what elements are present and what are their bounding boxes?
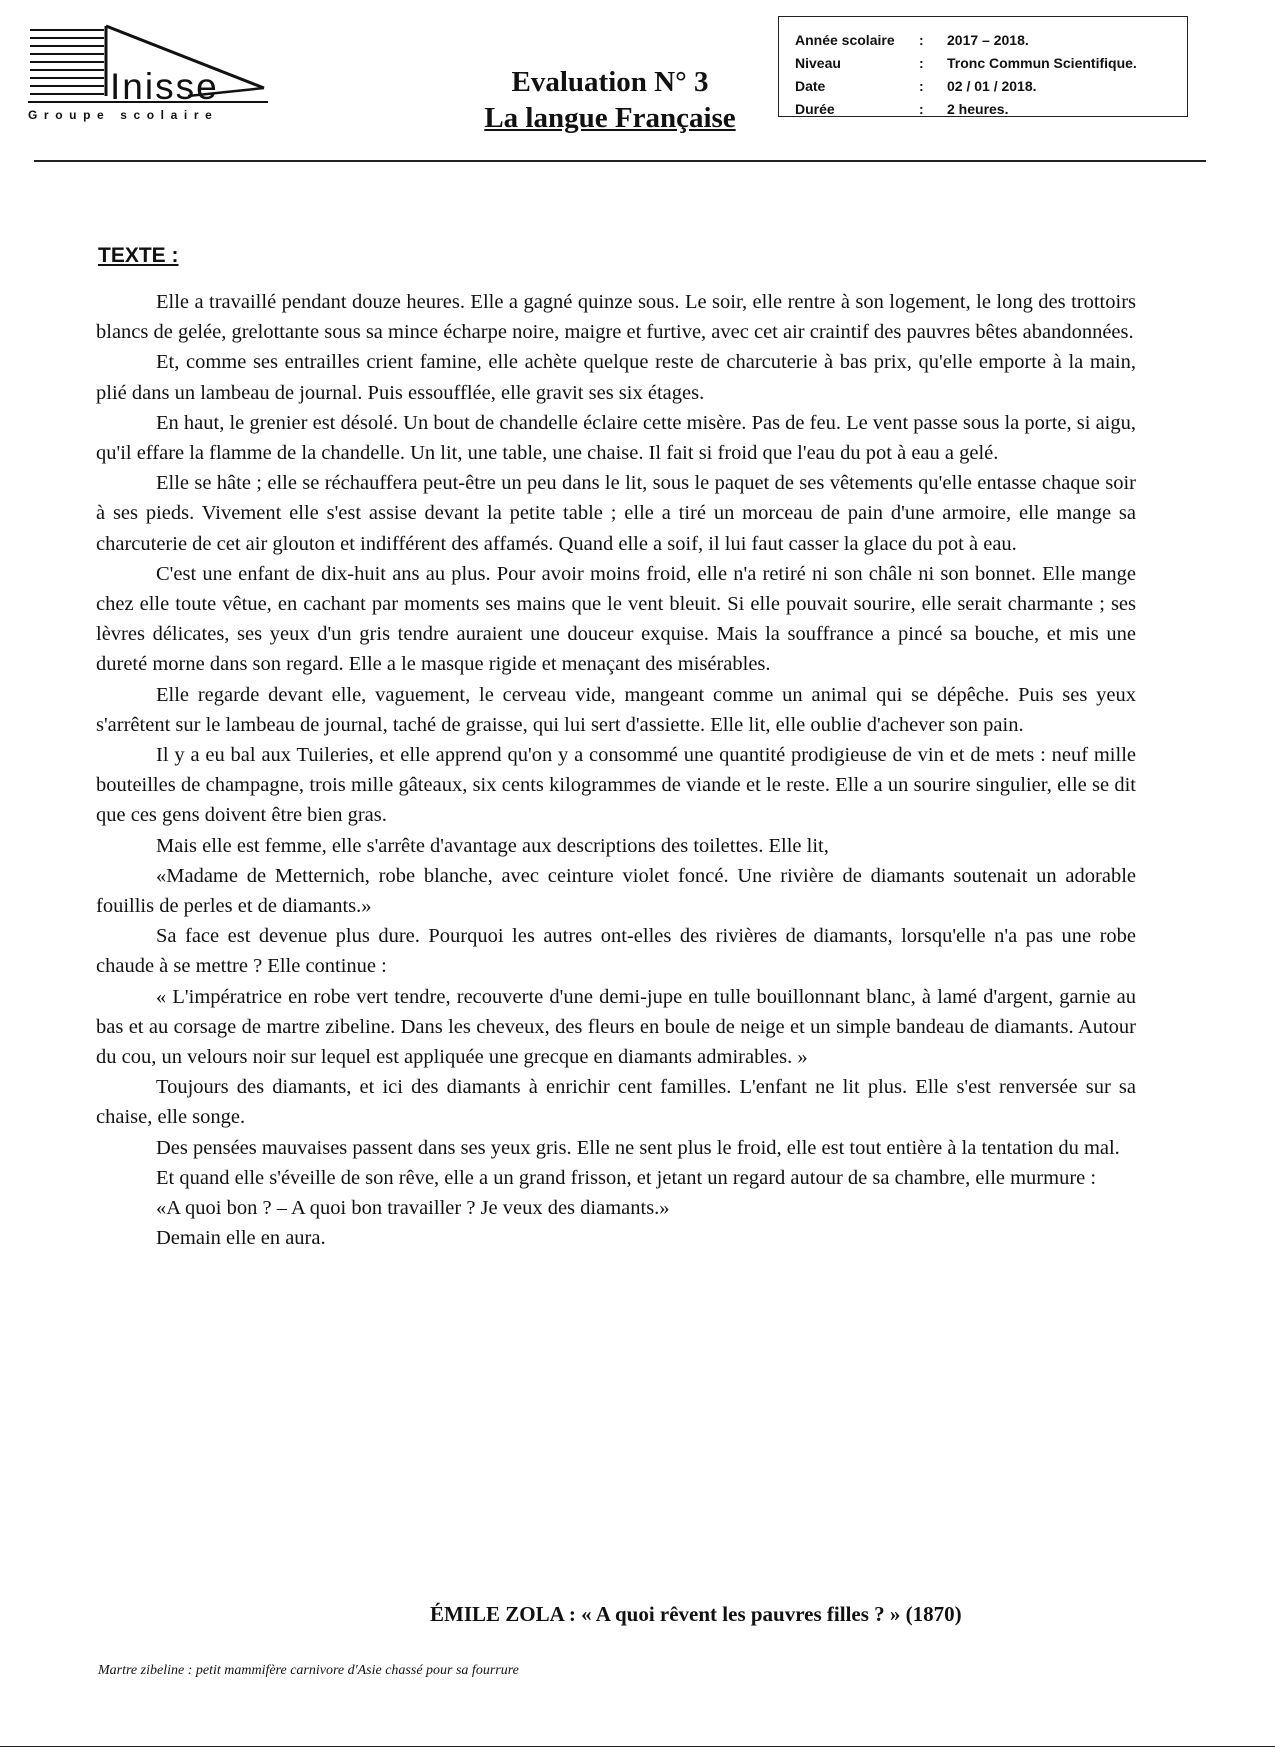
paragraph: Des pensées mauvaises passent dans ses yeux gris. Elle ne sent plus le froid, elle est tout entière à la tentation du mal. (156, 1136, 1120, 1159)
info-label: Date (795, 78, 826, 94)
info-row-year (795, 29, 1187, 52)
paragraph: « L'impératrice en robe vert tendre, recouverte d'une demi-jupe en tulle bouillonnant blanc, à lamé d'argent, garnie au bas et au corsage de martre zibeline. Dans les cheveux, des fleurs en boule de neige et un simple bandeau de diamants. Autour du cou, un velours noir sur lequel est appliquée une grecque en diamants admirables. » (96, 985, 1136, 1069)
footer-divider (0, 1746, 1275, 1747)
paragraph: Elle a travaillé pendant douze heures. Elle a gagné quinze sous. Le soir, elle rentre à son logement, le long des trottoirs blancs de gelée, grelottante sous sa mince écharpe noire, maigre et furtive, avec cet air craintif des pauvres bêtes abandonnées. (96, 291, 1136, 344)
info-label: Niveau (795, 55, 841, 71)
paragraph: «A quoi bon ? – A quoi bon travailler ? Je veux des diamants.» (156, 1197, 670, 1220)
paragraph: Mais elle est femme, elle s'arrête d'avantage aux descriptions des toilettes. Elle lit, (156, 834, 829, 857)
info-separator: : (919, 55, 924, 71)
paragraph: En haut, le grenier est désolé. Un bout de chandelle éclaire cette misère. Pas de feu. Le vent passe sous la porte, si aigu, qu'il effare la flamme de la chandelle. Un lit, une table, une chaise. Il fait si froid que l'eau du pot à eau a gelé. (96, 411, 1136, 465)
info-value: Tronc Commun Scientifique. (947, 55, 1137, 71)
info-value: 02 / 01 / 2018. (947, 78, 1037, 94)
paragraph: Toujours des diamants, et ici des diamants à enrichir cent familles. L'enfant ne lit plus. Elle s'est renversée sur sa chaise, elle songe. (96, 1076, 1136, 1129)
info-label: Durée (795, 101, 835, 117)
exam-title (460, 64, 760, 136)
info-row-date (795, 75, 1187, 98)
footnote: Martre zibeline : petit mammifère carnivore d'Asie chassé pour sa fourrure (98, 1663, 519, 1678)
paragraph: «Madame de Metternich, robe blanche, avec ceinture violet foncé. Une rivière de diamants soutenait un adorable fouillis de perles et de diamants.» (96, 864, 1136, 918)
info-value: 2017 – 2018. (947, 32, 1029, 48)
title-line-1: Evaluation N° 3 (511, 66, 709, 98)
paragraph: Et quand elle s'éveille de son rêve, elle a un grand frisson, et jetant un regard autour de sa chambre, elle murmure : (156, 1166, 1097, 1189)
section-title: TEXTE : (98, 244, 179, 267)
title-line-2: La langue Française (484, 102, 736, 134)
paragraph: C'est une enfant de dix-huit ans au plus. Pour avoir moins froid, elle n'a retiré ni son châle ni son bonnet. Elle mange chez elle toute vêtue, en cachant par moments ses mains que le vent bleuit. Si elle pouvait sourire, elle serait charmante ; ses lèvres délicates, ses yeux d'un gris tendre auraient une douceur exquise. Mais la souffrance a pincé sa bouche, et mis une dureté morne dans son regard. Elle a le masque rigide et menaçant des misérables. (96, 562, 1136, 676)
exam-info-box (778, 16, 1188, 117)
paragraph: Il y a eu bal aux Tuileries, et elle apprend qu'on y a consommé une quantité prodigieuse de vin et de mets : neuf mille bouteilles de champagne, trois mille gâteaux, six cents kilogrammes de viande et le reste. Elle a un sourire singulier, elle se dit que ces gens doivent être bien gras. (96, 744, 1136, 827)
info-separator: : (919, 101, 924, 117)
info-separator: : (919, 78, 924, 94)
attribution: ÉMILE ZOLA : « A quoi rêvent les pauvres filles ? » (1870) (430, 1602, 962, 1626)
logo-subtitle: Groupe scolaire (28, 108, 219, 122)
text-body (96, 287, 1136, 1254)
logo-name: Inisse (110, 66, 219, 107)
paragraph: Et, comme ses entrailles crient famine, elle achète quelque reste de charcuterie à bas prix, qu'elle emporte à la main, plié dans un lambeau de journal. Puis essoufflée, elle gravit ses six étages. (96, 351, 1136, 404)
paragraph: Elle regarde devant elle, vaguement, le cerveau vide, mangeant comme un animal qui se dépêche. Puis ses yeux s'arrêtent sur le lambeau de journal, taché de graisse, qui lui sert d'assiette. Elle lit, elle oublie d'achever son pain. (96, 683, 1136, 736)
school-logo (28, 22, 308, 122)
header-divider (34, 160, 1206, 162)
info-row-duration (795, 98, 1187, 121)
info-value: 2 heures. (947, 101, 1009, 117)
info-row-level (795, 52, 1187, 75)
paragraph: Sa face est devenue plus dure. Pourquoi les autres ont-elles des rivières de diamants, lorsqu'elle n'a pas une robe chaude à se mettre ? Elle continue : (96, 925, 1136, 978)
paragraph: Elle se hâte ; elle se réchauffera peut-être un peu dans le lit, sous le paquet de ses vêtements qu'elle entasse chaque soir à ses pieds. Vivement elle s'est assise devant la petite table ; elle a tiré un morceau de pain d'une armoire, elle mange sa charcuterie de cet air glouton et indifférent des affamés. Quand elle a soif, il lui faut casser la glace du pot à eau. (96, 472, 1136, 555)
paragraph: Demain elle en aura. (156, 1227, 326, 1250)
info-separator: : (919, 32, 924, 48)
info-label: Année scolaire (795, 32, 895, 48)
